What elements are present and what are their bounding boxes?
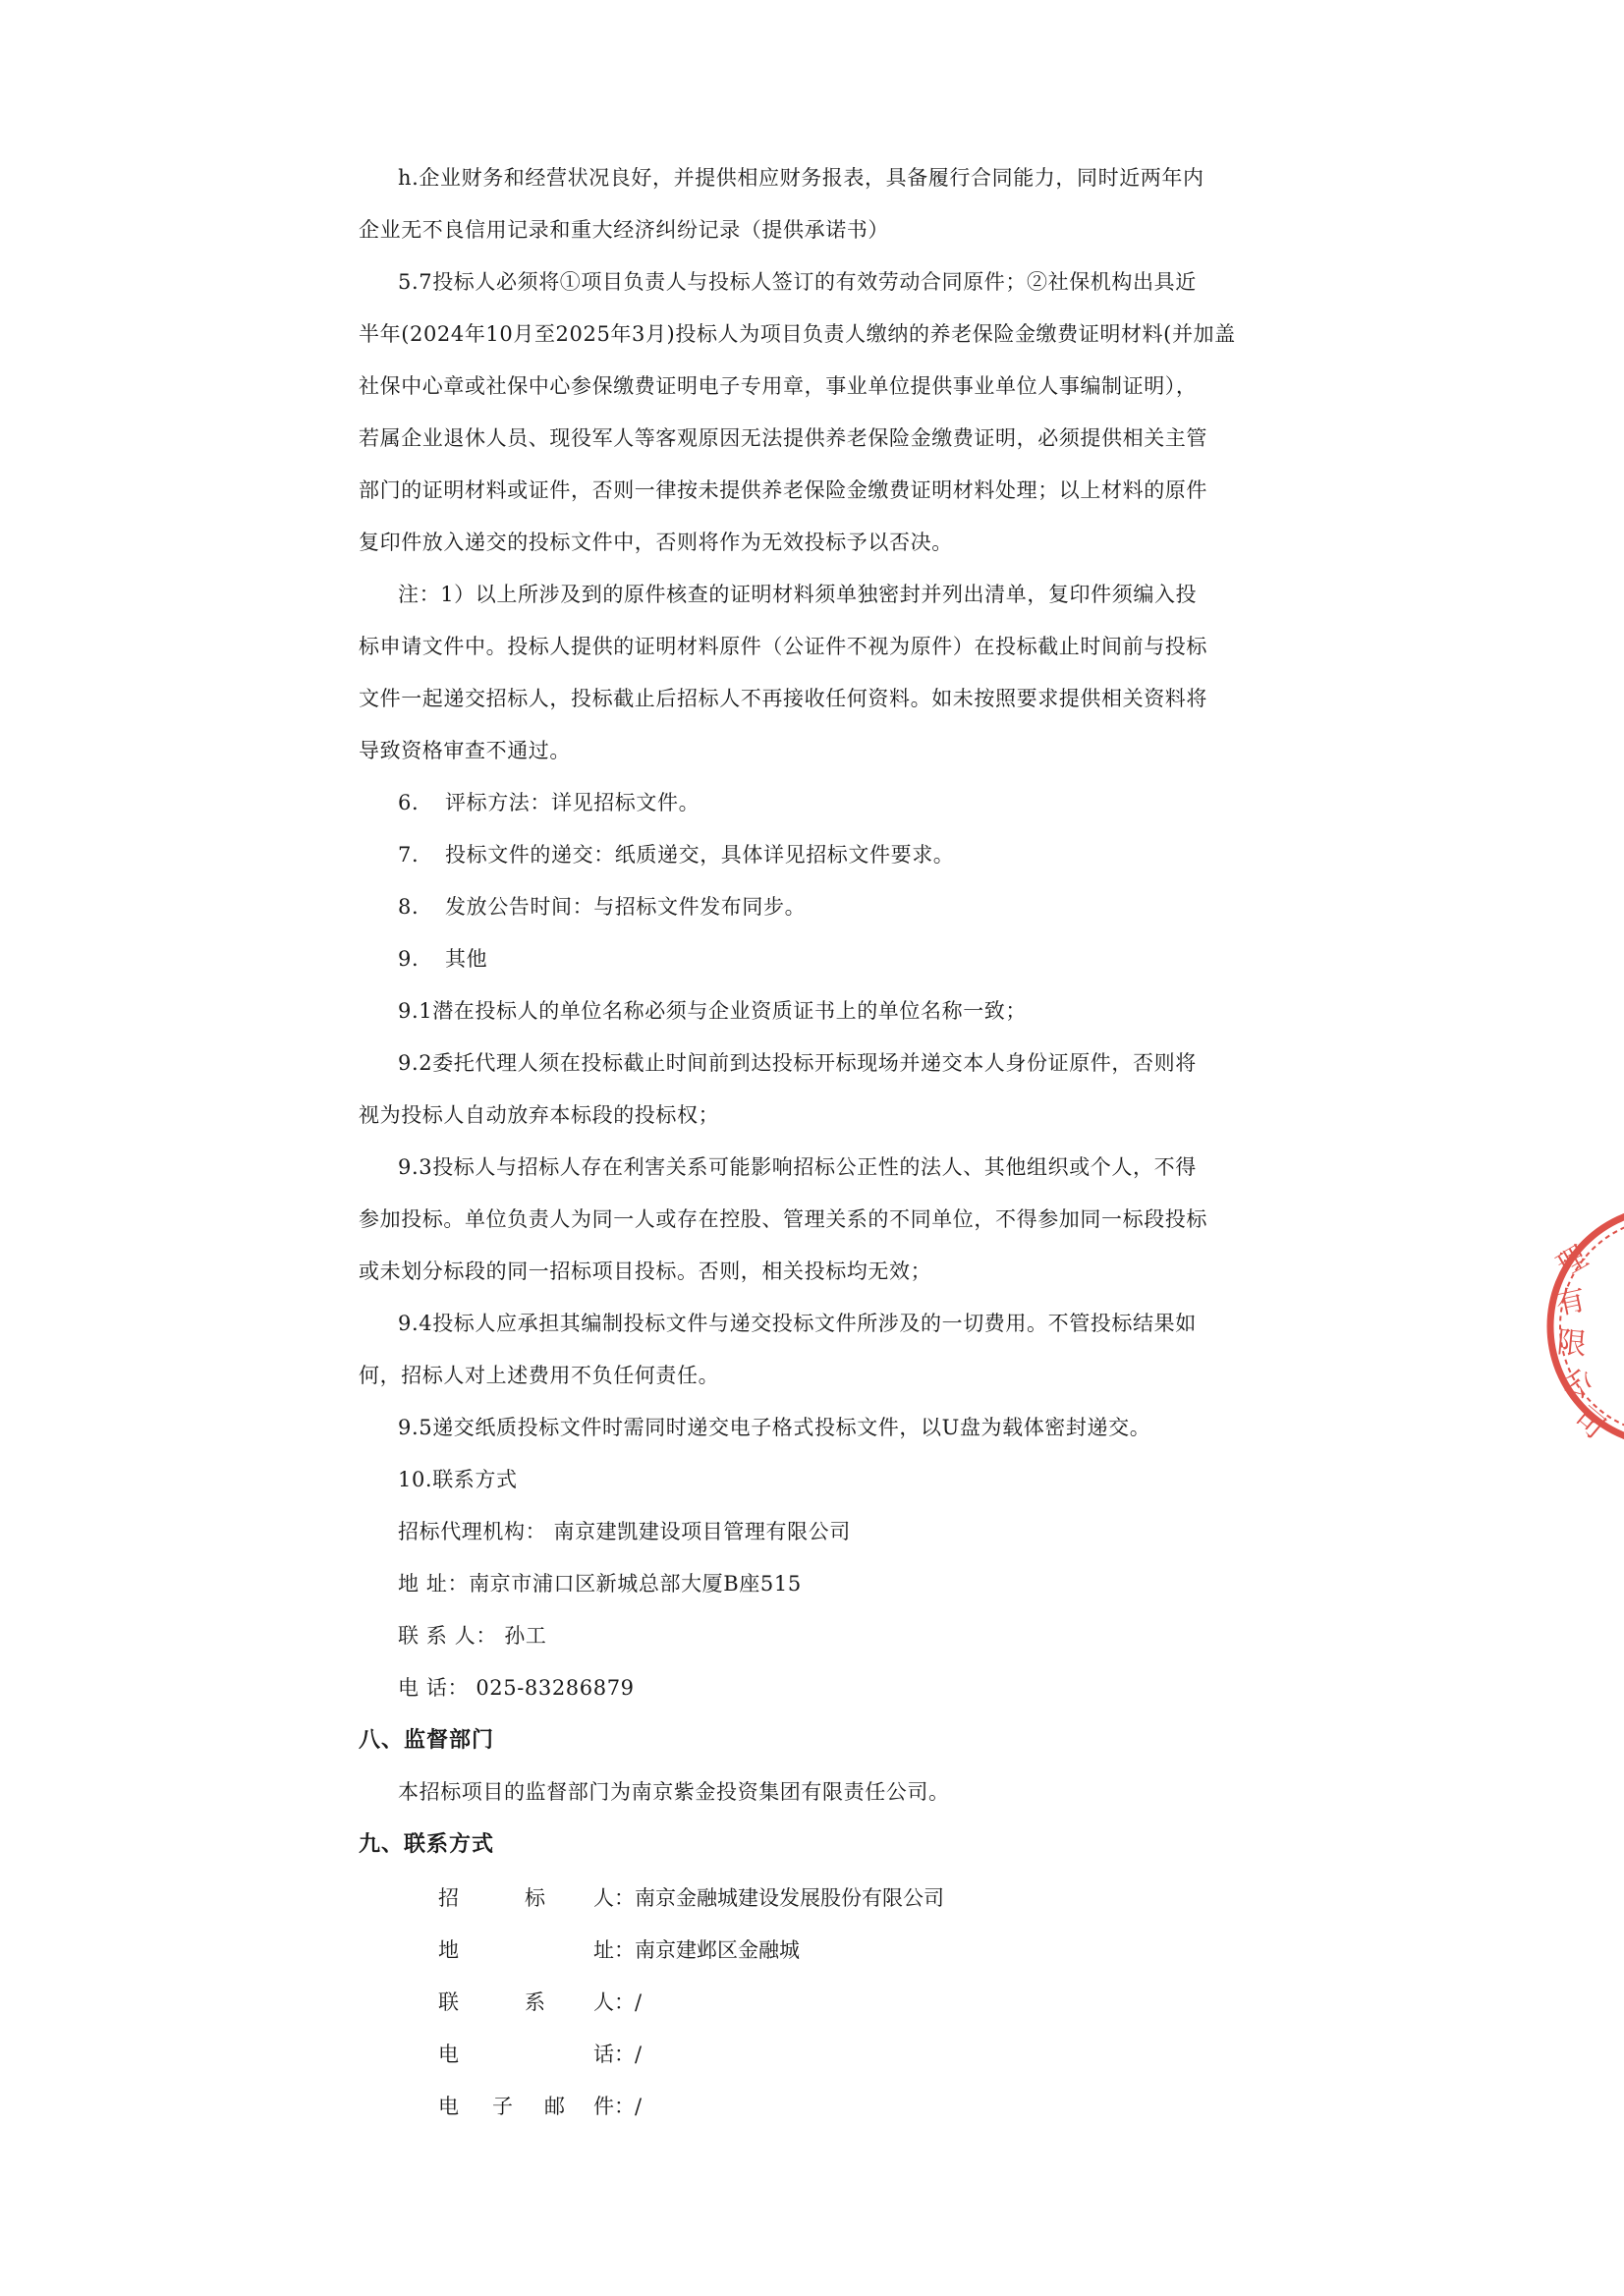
contact-label: 电 话： — [438, 2043, 635, 2066]
paragraph-9-4-line1: 9.4投标人应承担其编制投标文件与递交投标文件所涉及的一切费用。不管投标结果如 — [398, 1312, 1197, 1335]
company-seal-stamp — [1521, 1179, 1624, 1474]
contact-label: 招 标 人： — [438, 1886, 635, 1910]
contact-row-contact-person — [438, 1988, 642, 2017]
contact-label: 电 子 邮 件： — [438, 2095, 635, 2118]
agency-line: 招标代理机构： 南京建凯建设项目管理有限公司 — [398, 1520, 851, 1543]
svg-text:理: 理 — [1550, 1239, 1594, 1284]
section-heading-contact: 九、联系方式 — [359, 1831, 495, 1857]
note-line4: 导致资格审查不通过。 — [359, 739, 571, 762]
svg-text:有: 有 — [1552, 1282, 1590, 1322]
paragraph-5-7-line2: 半年(2024年10月至2025年3月)投标人为项目负责人缴纳的养老保险金缴费证明材料(并加盖 — [359, 322, 1236, 346]
item-text: 评标方法：详见招标文件。 — [445, 791, 700, 814]
contact-value: 南京金融城建设发展股份有限公司 — [635, 1886, 944, 1910]
address-line: 地 址：南京市浦口区新城总部大厦B座515 — [398, 1572, 802, 1596]
paragraph-9-2-line1: 9.2委托代理人须在投标截止时间前到达投标开标现场并递交本人身份证原件，否则将 — [398, 1051, 1197, 1075]
paragraph-9-1: 9.1潜在投标人的单位名称必须与企业资质证书上的单位名称一致； — [398, 999, 1027, 1023]
paragraph-9-3-line2: 参加投标。单位负责人为同一人或存在控股、管理关系的不同单位，不得参加同一标段投标 — [359, 1207, 1207, 1231]
contact-value: / — [635, 2043, 643, 2066]
note-line2: 标申请文件中。投标人提供的证明材料原件（公证件不视为原件）在投标截止时间前与投标 — [359, 635, 1207, 658]
paragraph-h-line1: h.企业财务和经营状况良好，并提供相应财务报表，具备履行合同能力，同时近两年内 — [398, 166, 1204, 190]
paragraph-9-2-line2: 视为投标人自动放弃本标段的投标权； — [359, 1103, 720, 1127]
note-line1: 注：1）以上所涉及到的原件核查的证明材料须单独密封并列出清单，复印件须编入投 — [398, 583, 1198, 606]
paragraph-h-line2: 企业无不良信用记录和重大经济纠纷记录（提供承诺书） — [359, 218, 889, 242]
contact-value: / — [635, 2095, 643, 2118]
paragraph-9-3-line1: 9.3投标人与招标人存在利害关系可能影响招标公正性的法人、其他组织或个人，不得 — [398, 1155, 1197, 1179]
item-9 — [398, 944, 487, 974]
svg-text:公: 公 — [1557, 1362, 1597, 1406]
item-number: 7. — [398, 843, 420, 867]
item-number: 9. — [398, 947, 420, 971]
paragraph-5-7-line1: 5.7投标人必须将①项目负责人与投标人签订的有效劳动合同原件；②社保机构出具近 — [398, 270, 1197, 294]
contact-person-line: 联 系 人： 孙工 — [398, 1624, 547, 1648]
paragraph-5-7-line5: 部门的证明材料或证件，否则一律按未提供养老保险金缴费证明材料处理；以上材料的原件 — [359, 478, 1207, 502]
item-6 — [398, 788, 700, 817]
contact-label: 地 址： — [438, 1938, 635, 1962]
item-8 — [398, 892, 806, 922]
contact-row-phone — [438, 2040, 642, 2069]
item-number: 6. — [398, 791, 420, 814]
phone-line: 电 话： 025-83286879 — [398, 1676, 635, 1700]
item-text: 投标文件的递交：纸质递交，具体详见招标文件要求。 — [445, 843, 955, 867]
item-7 — [398, 840, 954, 869]
contact-value: 南京建邺区金融城 — [635, 1938, 800, 1962]
contact-row-tenderer — [438, 1883, 944, 1913]
item-number: 8. — [398, 895, 420, 919]
supervision-text: 本招标项目的监督部门为南京紫金投资集团有限责任公司。 — [398, 1780, 950, 1804]
contact-row-email — [438, 2092, 642, 2121]
section-heading-supervision: 八、监督部门 — [359, 1727, 495, 1753]
contact-value: / — [635, 1990, 643, 2014]
item-text: 发放公告时间：与招标文件发布同步。 — [445, 895, 807, 919]
paragraph-9-3-line3: 或未划分标段的同一招标项目投标。否则，相关投标均无效； — [359, 1260, 932, 1283]
paragraph-9-4-line2: 何，招标人对上述费用不负任何责任。 — [359, 1364, 720, 1387]
item-text: 其他 — [445, 947, 488, 971]
paragraph-5-7-line4: 若属企业退休人员、现役军人等客观原因无法提供养老保险金缴费证明，必须提供相关主管 — [359, 426, 1207, 450]
svg-text:司: 司 — [1566, 1400, 1612, 1446]
paragraph-10: 10.联系方式 — [398, 1468, 518, 1491]
contact-label: 联 系 人： — [438, 1990, 635, 2014]
paragraph-9-5: 9.5递交纸质投标文件时需同时递交电子格式投标文件，以U盘为载体密封递交。 — [398, 1416, 1151, 1439]
paragraph-5-7-line3: 社保中心章或社保中心参保缴费证明电子专用章，事业单位提供事业单位人事编制证明）， — [359, 374, 1198, 398]
svg-text:限: 限 — [1555, 1325, 1589, 1363]
note-line3: 文件一起递交招标人，投标截止后招标人不再接收任何资料。如未按照要求提供相关资料将 — [359, 687, 1207, 710]
contact-row-address — [438, 1935, 800, 1965]
paragraph-5-7-line6: 复印件放入递交的投标文件中，否则将作为无效投标予以否决。 — [359, 531, 953, 554]
